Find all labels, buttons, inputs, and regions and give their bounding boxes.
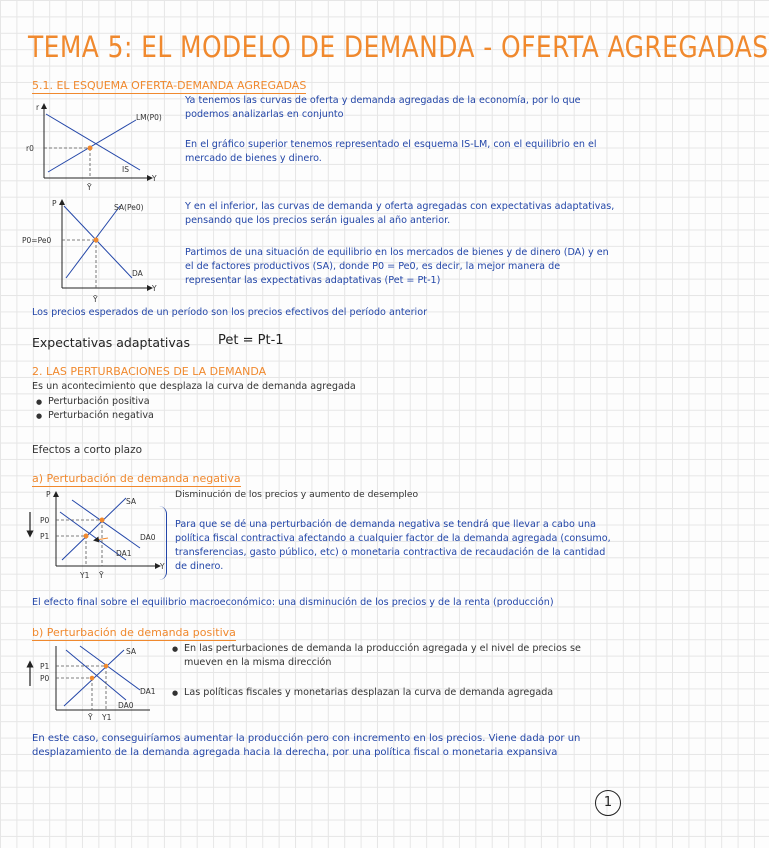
- initial-equilibrium: [100, 518, 105, 523]
- sa-da-graph: [22, 196, 162, 308]
- page-number: 1: [595, 790, 621, 816]
- is-label: IS: [122, 165, 129, 174]
- da-label: DA: [132, 269, 143, 278]
- graph2-y-axis-label: P: [52, 199, 57, 208]
- equilibrium-point: [94, 238, 99, 243]
- final-equilibrium: [104, 664, 109, 669]
- graph1-x-tick: Ȳ: [87, 183, 92, 192]
- graph4-p1: P1: [40, 662, 50, 671]
- list-item: ● En las perturbaciones de demanda la producción agregada y el nivel de precios se mueven en la misma dirección: [170, 642, 620, 670]
- text-grafico-inferior: Y en el inferior, las curvas de demanda y oferta agregadas con expectativas adaptativas, pensando que los precios serán iguales al año anterior.: [185, 201, 615, 226]
- subsection-heading-positiva: b) Perturbación de demanda positiva: [32, 626, 236, 639]
- text-caso-positivo: En este caso, conseguiríamos aumentar la producción pero con incremento en los precios. Viene dada por un desplazamiento de la demanda agregada hacia la derecha, por una política fiscal o monetaria expansiva: [32, 733, 581, 758]
- lm-label: LM(P0): [136, 113, 162, 122]
- islm-graph: [22, 100, 162, 196]
- perturbaciones-list: [34, 395, 154, 423]
- graph3-p1: P1: [40, 532, 50, 541]
- text-politica-contractiva: Para que se dé una perturbación de demanda negativa se tendrá que llevar a cabo una política fiscal contractiva afectando a cualquier factor de la demanda agregada (consumo, transferencias, gasto público, etc) o monetaria contractiva de recaudación de la cantidad de dinero.: [175, 519, 611, 572]
- graph3-da1-label: DA1: [116, 549, 132, 558]
- graph3-p0: P0: [40, 516, 50, 525]
- text-efecto-final: El efecto final sobre el equilibrio macroeconómico: una disminución de los precios y de la renta (producción): [32, 597, 554, 608]
- initial-equilibrium: [90, 676, 95, 681]
- positiva-bullets: [170, 642, 620, 700]
- expectativas-formula: Pet = Pt-1: [218, 333, 284, 348]
- graph4-sa-label: SA: [126, 647, 137, 656]
- graph3-da0-label: DA0: [140, 533, 156, 542]
- text-precios-esperados: Los precios esperados de un período son los precios efectivos del período anterior: [32, 307, 428, 318]
- final-equilibrium: [84, 534, 89, 539]
- graph4-da1-label: DA1: [140, 687, 156, 696]
- graph2-y-tick: P0=Pe0: [22, 236, 52, 245]
- list-item: ● Perturbación negativa: [34, 409, 154, 423]
- bracket: [158, 506, 167, 580]
- list-item: ● Las políticas fiscales y monetarias desplazan la curva de demanda agregada: [170, 686, 620, 700]
- graph2-x-axis-label: Y: [152, 284, 157, 293]
- subsection-heading-negativa: a) Perturbación de demanda negativa: [32, 472, 241, 485]
- graph3-y1: Y1: [80, 571, 90, 580]
- section-heading-perturbaciones: 2. LAS PERTURBACIONES DE LA DEMANDA: [32, 365, 267, 378]
- text-acontecimiento: Es un acontecimiento que desplaza la curva de demanda agregada: [32, 381, 356, 392]
- expectativas-label: Expectativas adaptativas: [32, 335, 190, 350]
- is-curve: [46, 114, 140, 170]
- graph3-x-axis-label: Y: [160, 562, 165, 571]
- section-heading-esquema: 5.1. EL ESQUEMA OFERTA-DEMANDA AGREGADAS: [32, 79, 307, 92]
- graph4-ybar: Ȳ: [88, 713, 93, 722]
- graph4-y1: Y1: [102, 713, 112, 722]
- page-title: TEMA 5: EL MODELO DE DEMANDA - OFERTA AGREGADAS: [28, 30, 769, 64]
- graph2-x-tick: Ȳ: [93, 295, 98, 304]
- text-efectos-corto-plazo: Efectos a corto plazo: [32, 444, 143, 456]
- list-item: ● Perturbación positiva: [34, 395, 154, 409]
- graph1-y-tick: r0: [26, 144, 34, 153]
- graph4-da0-label: DA0: [118, 701, 134, 710]
- sa-label: SA(Pe0): [114, 203, 144, 212]
- negative-shock-graph: [22, 488, 170, 584]
- positive-shock-graph: [22, 642, 162, 724]
- equilibrium-point: [88, 146, 93, 151]
- graph3-sa-label: SA: [126, 497, 137, 506]
- graph3-ybar: Ȳ: [99, 571, 104, 580]
- graph4-p0: P0: [40, 674, 50, 683]
- graph1-x-axis-label: Y: [152, 174, 157, 183]
- graph1-y-axis-label: r: [36, 103, 40, 112]
- graph3-y-axis-label: P: [46, 490, 51, 499]
- text-analizar-conjunto: Ya tenemos las curvas de oferta y demanda agregadas de la economía, por lo que podemos analizarlas en conjunto: [185, 95, 581, 120]
- text-disminucion-precios: Disminución de los precios y aumento de desempleo: [175, 489, 419, 500]
- text-grafico-superior: En el gráfico superior tenemos representado el esquema IS-LM, con el equilibrio en el mercado de bienes y dinero.: [185, 139, 597, 164]
- text-equilibrio-inicial: Partimos de una situación de equilibrio en los mercados de bienes y de dinero (DA) y en el de factores productivos (SA), donde P0 = Pe0, es decir, la mejor manera de representar las expectativas adaptativas (Pet = Pt-1): [185, 247, 609, 286]
